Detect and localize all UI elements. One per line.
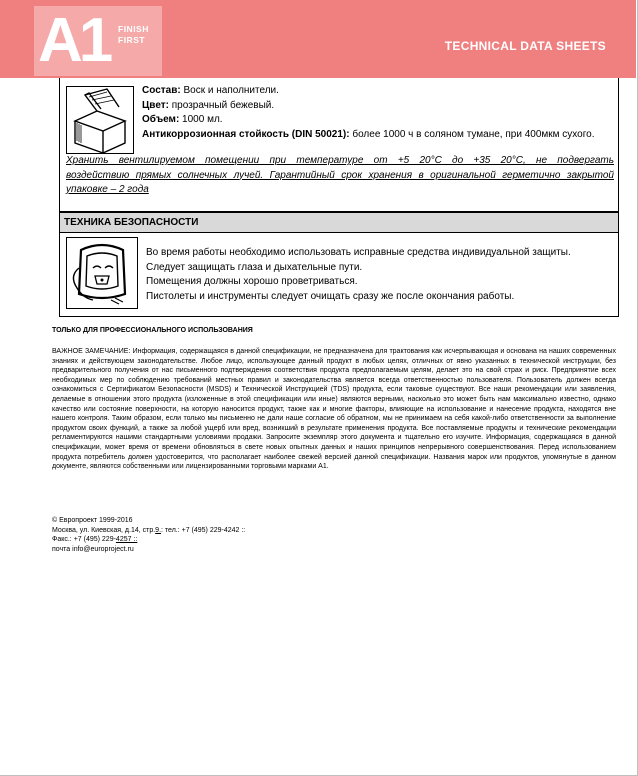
professional-use-heading: ТОЛЬКО ДЛЯ ПРОФЕССИОНАЛЬНОГО ИСПОЛЬЗОВАНИЯ — [52, 327, 253, 334]
email-line: почта info@europroject.ru — [52, 545, 134, 553]
copyright: © Европроект 1999-2016 — [52, 517, 133, 524]
product-properties-box — [59, 78, 619, 212]
address-line: Москва, ул. Киевская, д.14, стр.9.: тел.: +7 (495) 229-4242 :: — [52, 526, 246, 534]
important-notice: ВАЖНОЕ ЗАМЕЧАНИЕ: Информация, содержащаяся в данной спецификации, не предназначена для трактования как исчерпывающая и основана на наших современных знаниях и действующем законодательстве. Любое лицо, использующее данный продукт в любых целях, отличных от явно указанных в технической инструкции, без предварительного получения от нас письменного подтверждения соответствия продукта предполагаемым целям, делает это на свой страх и риск. Предпринятие всех необходимых мер по соблюдению требований местных правил и законодательства является всегда ответственностью пользователя. Пользователь должен всегда ознакомиться с Сертификатом Безопасности (MSDS) и Технической Инструкцией (TDS) продукта, если таковые существуют. Все наши рекомендации или заявления, делаемые в отношении этого продукта (изложенные в этой спецификации или иные) являются верными, насколько это может быть нам максимально известно, однако качество или состояние поверхности, на которую наносится продукт, также как и многие факторы, влияющие на использование и нанесение продукта, находятся вне нашего контроля. Таким образом, если только мы письменно не дали наше согласие об обратном, мы не принимаем на себя какой-либо ответственности за выполнение продуктом своих функций, а также за любой ущерб или вред, возникший в результате применения продукта. Все поставляемые продукты и технические рекомендации регламентируются нашими стандартными условиями продажи. Запросите экземпляр этого документа и тщательно его изучите. Информация, содержащаяся в данной спецификации, может время от времени обновляться в свете новых опытных данных и наших принципов непрерывного совершенствования. Перед использованием продукта потребитель должен удостоверится, что располагает наиболее свежей версией данной спецификации. Названия марок или продуктов, упомянутые в данном документе, являются собственными или лицензированными торговыми марками A1. — [52, 348, 616, 471]
storage-instructions: Хранить вентилируемом помещении при температуре от +5 20°С до +35 20°С, не подвергать воздействию прямых солнечных лучей. Гарантийный срок хранения в оригинальной герметично закрытой упаковке – 2 года — [66, 155, 614, 195]
header-banner — [0, 0, 636, 78]
open-book-icon — [66, 86, 134, 154]
safety-instructions: Во время работы необходимо использовать исправные средства индивидуальной защиты. Следует защищать глаза и дыхательные пути. Помещения должны хорошо проветриваться. Пистолеты и инструменты следует очищать сразу же после окончания работы. — [146, 247, 571, 302]
header-title: TECHNICAL DATA SHEETS — [444, 39, 606, 53]
safety-section — [59, 212, 619, 317]
safety-heading: ТЕХНИКА БЕЗОПАСНОСТИ — [60, 213, 618, 233]
composition-row: Состав: Воск и наполнители. — [142, 85, 279, 96]
logo-mark: A1 — [38, 6, 110, 75]
volume-row: Объем: 1000 мл. — [142, 114, 223, 125]
corrosion-row: Антикоррозионная стойкость (DIN 50021): более 1000 ч в соляном тумане, при 400мкм сухого. — [142, 128, 595, 140]
color-row: Цвет: прозрачный бежевый. — [142, 99, 275, 111]
contact-info — [52, 516, 245, 554]
fax-line: Факс.: +7 (495) 229-4257 :: — [52, 536, 138, 544]
face-shield-respirator-icon — [66, 237, 138, 309]
logo — [34, 6, 162, 76]
product-properties — [142, 84, 595, 142]
logo-tagline: FINISH FIRST — [118, 24, 149, 45]
